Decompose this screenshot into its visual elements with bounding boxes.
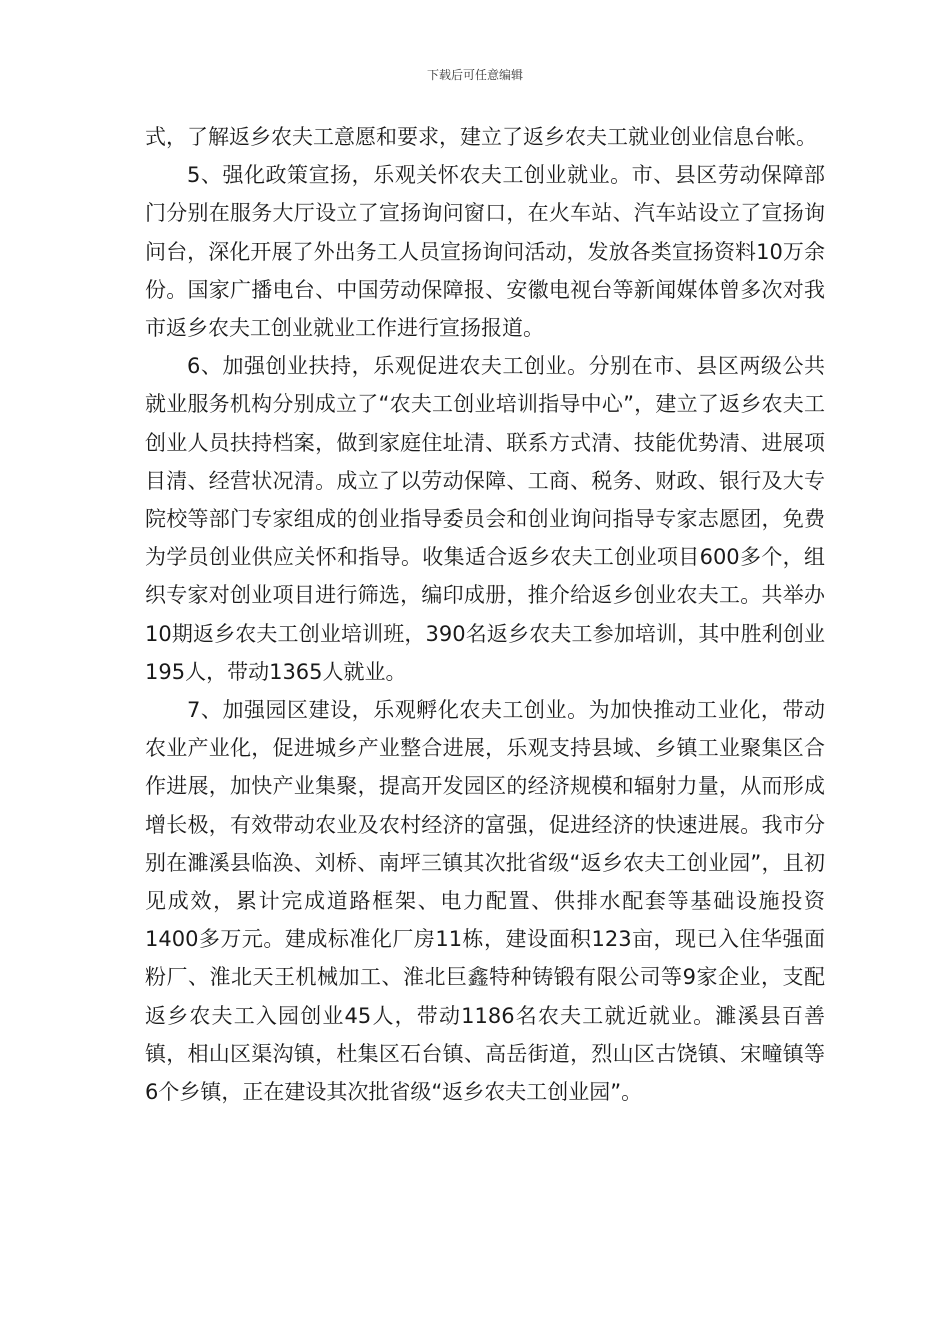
paragraph-item-7: 7、加强园区建设，乐观孵化农夫工创业。为加快推动工业化，带动农业产业化，促进城乡产业整合进展，乐观支持县域、乡镇工业聚集区合作进展，加快产业集聚，提高开发园区的经济规模和辐射力量，从而形成增长极，有效带动农业及农村经济的富强，促进经济的快速进展。我市分别在濉溪县临涣、刘桥、南坪三镇其次批省级“返乡农夫工创业园”，且初见成效，累计完成道路框架、电力配置、供排水配套等基础设施投资1400多万元。建成标准化厂房11栋，建设面积123亩，现已入住华强面粉厂、淮北天王机械加工、淮北巨鑫特种铸锻有限公司等9家企业，支配返乡农夫工入园创业45人，带动1186名农夫工就近就业。濉溪县百善镇，相山区渠沟镇，杜集区石台镇、高岳街道，烈山区古饶镇、宋疃镇等6个乡镇，正在建设其次批省级“返乡农夫工创业园”。 [145, 698, 825, 1105]
document-body [145, 118, 825, 1111]
paragraph-item-6: 6、加强创业扶持，乐观促进农夫工创业。分别在市、县区两级公共就业服务机构分别成立了“农夫工创业培训指导中心”，建立了返乡农夫工创业人员扶持档案，做到家庭住址清、联系方式清、技能优势清、进展项目清、经营状况清。成立了以劳动保障、工商、税务、财政、银行及大专院校等部门专家组成的创业指导委员会和创业询问指导专家志愿团，免费为学员创业供应关怀和指导。收集适合返乡农夫工创业项目600多个，组织专家对创业项目进行筛选，编印成册，推介给返乡创业农夫工。共举办10期返乡农夫工创业培训班，390名返乡农夫工参加培训，其中胜利创业195人，带动1365人就业。 [145, 354, 825, 684]
page-header: 下载后可任意编辑 [426, 68, 523, 82]
paragraph-continuation: 式，了解返乡农夫工意愿和要求，建立了返乡农夫工就业创业信息台帐。 [145, 125, 817, 149]
paragraph-item-5: 5、强化政策宣扬，乐观关怀农夫工创业就业。市、县区劳动保障部门分别在服务大厅设立了宣扬询问窗口，在火车站、汽车站设立了宣扬询问台，深化开展了外出务工人员宣扬询问活动，发放各类宣扬资料10万余份。国家广播电台、中国劳动保障报、安徽电视台等新闻媒体曾多次对我市返乡农夫工创业就业工作进行宣扬报道。 [145, 163, 825, 341]
